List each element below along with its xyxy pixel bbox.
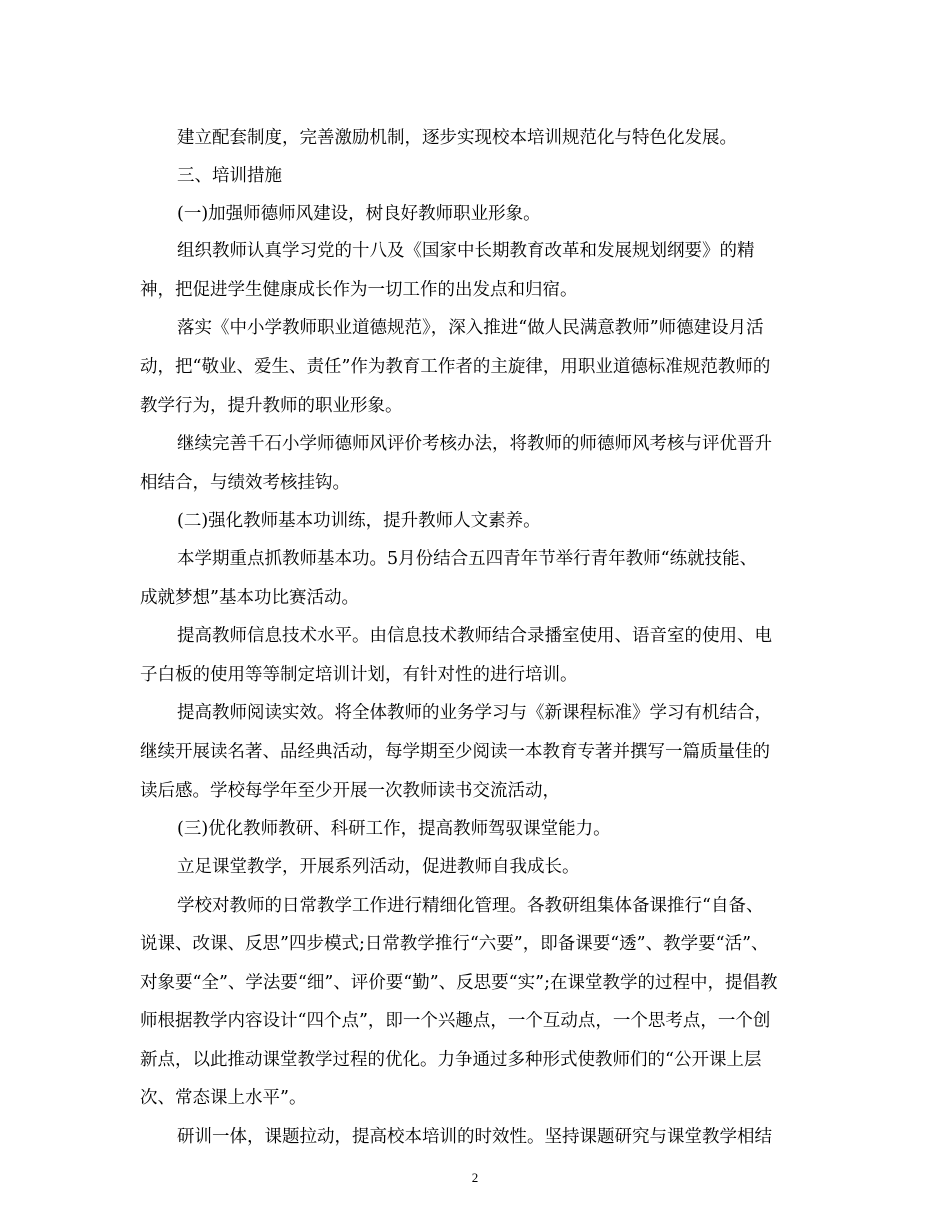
text-line: 继续完善千石小学师德师风评价考核办法，将教师的师德师风考核与评优晋升: [177, 434, 772, 454]
text-line: 提高教师阅读实效。将全体教师的业务学习与《新课程标准》学习有机结合，: [177, 703, 772, 723]
text-line: 本学期重点抓教师基本功。5月份结合五四青年节举行青年教师“练就技能、: [177, 549, 758, 569]
subsection-heading: (二)强化教师基本功训练，提升教师人文素养。: [177, 511, 541, 531]
subsection-heading: (一)加强师德师风建设，树良好教师职业形象。: [177, 204, 541, 224]
page-number: 2: [471, 1170, 479, 1185]
text-line: 建立配套制度，完善激励机制，逐步实现校本培训规范化与特色化发展。: [177, 128, 737, 148]
text-line: 相结合，与绩效考核挂钩。: [140, 473, 350, 493]
text-line: 提高教师信息技术水平。由信息技术教师结合录播室使用、语音室的使用、电: [177, 626, 772, 646]
text-line: 师根据教学内容设计“四个点”，即一个兴趣点，一个互动点，一个思考点，一个创: [140, 1011, 771, 1031]
text-line: 落实《中小学教师职业道德规范》，深入推进“做人民满意教师”师德建设月活: [177, 318, 764, 338]
section-heading: 三、培训措施: [177, 166, 282, 186]
text-line: 动，把“敬业、爱生、责任”作为教育工作者的主旋律，用职业道德标准规范教师的: [140, 357, 771, 377]
text-line: 神，把促进学生健康成长作为一切工作的出发点和归宿。: [140, 280, 578, 300]
text-line: 读后感。学校每学年至少开展一次教师读书交流活动，: [140, 781, 560, 801]
text-line: 新点，以此推动课堂教学过程的优化。力争通过多种形式使教师们的“公开课上层: [140, 1050, 762, 1070]
text-line: 说课、改课、反思”四步模式;日常教学推行“六要”，即备课要“透”、教学要“活”、: [140, 934, 769, 954]
text-line: 对象要“全”、学法要“细”、评价要“勤”、反思要“实”;在课堂教学的过程中，提倡教: [140, 973, 778, 993]
subsection-heading: (三)优化教师教研、科研工作，提高教师驾驭课堂能力。: [177, 819, 611, 839]
text-line: 子白板的使用等等制定培训计划，有针对性的进行培训。: [140, 665, 578, 685]
text-line: 组织教师认真学习党的十八及《国家中长期教育改革和发展规划纲要》的精: [177, 241, 755, 261]
text-line: 成就梦想”基本功比赛活动。: [140, 588, 359, 608]
text-line: 学校对教师的日常教学工作进行精细化管理。各教研组集体备课推行“自备、: [177, 896, 764, 916]
text-line: 研训一体，课题拉动，提高校本培训的时效性。坚持课题研究与课堂教学相结: [177, 1127, 772, 1147]
text-line: 教学行为，提升教师的职业形象。: [140, 396, 403, 416]
text-line: 次、常态课上水平”。: [140, 1088, 307, 1108]
text-line: 立足课堂教学，开展系列活动，促进教师自我成长。: [177, 857, 580, 877]
text-line: 继续开展读名著、品经典活动，每学期至少阅读一本教育专著并撰写一篇质量佳的: [140, 742, 770, 762]
